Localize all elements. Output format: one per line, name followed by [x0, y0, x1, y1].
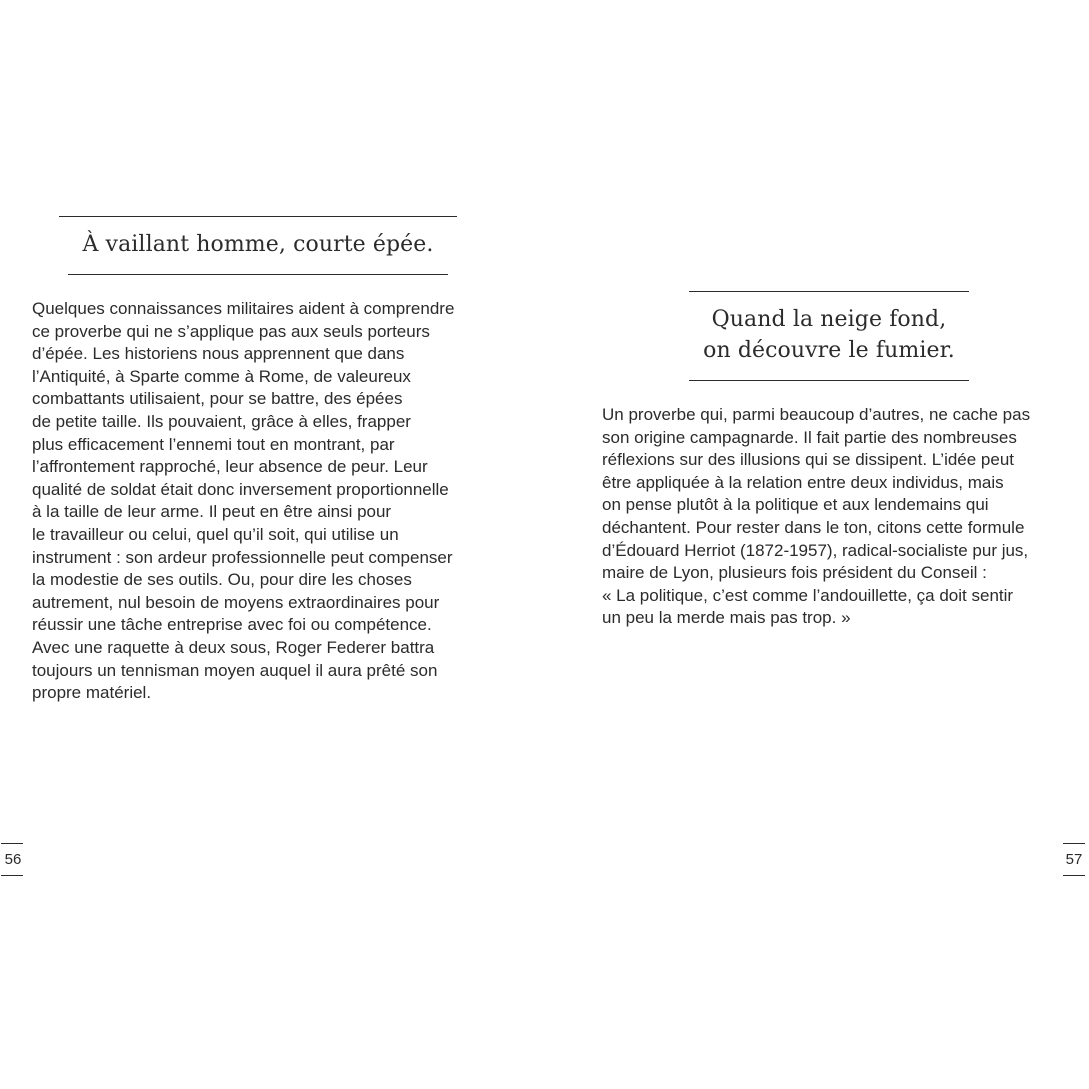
title-bottom-rule: [68, 274, 448, 275]
body-line: Avec une raquette à deux sous, Roger Federer battra: [32, 637, 435, 657]
page-number-bottom-rule: [1, 875, 23, 876]
title-top-rule: [59, 216, 457, 217]
page-number-bottom-rule: [1063, 875, 1085, 876]
body-line: plus efficacement l’ennemi tout en montrant, par: [32, 434, 395, 454]
body-line: « La politique, c’est comme l’andouillette, ça doit sentir: [602, 585, 1014, 605]
title-bottom-rule: [689, 380, 969, 381]
body-line: qualité de soldat était donc inversement proportionnelle: [32, 479, 449, 499]
body-line: un peu la merde mais pas trop. »: [602, 608, 851, 628]
page-title-line: Quand la neige fond,: [711, 307, 947, 332]
body-line: Quelques connaissances militaires aident à comprendre: [32, 299, 455, 318]
body-line: réflexions sur des illusions qui se dissipent. L’idée peut: [602, 450, 1015, 470]
body-line: combattants utilisaient, pour se battre, des épées: [32, 389, 403, 409]
body-line: instrument : son ardeur professionnelle peut compenser: [32, 547, 453, 567]
body-line: toujours un tennisman moyen auquel il aura prêté son: [32, 660, 438, 680]
body-line: son origine campagnarde. Il fait partie des nombreuses: [602, 427, 1017, 447]
body-line: propre matériel.: [32, 683, 152, 703]
body-line: la modestie de ses outils. Ou, pour dire les choses: [32, 570, 412, 590]
body-line: le travailleur ou celui, quel qu’il soit, qui utilise un: [32, 524, 399, 544]
body-text: [602, 404, 1072, 630]
left-page: [0, 0, 544, 1089]
body-line: on pense plutôt à la politique et aux lendemains qui: [602, 495, 989, 515]
body-line: être appliquée à la relation entre deux individus, mais: [602, 472, 1004, 492]
body-line: d’Édouard Herriot (1872-1957), radical-socialiste pur jus,: [602, 540, 1029, 560]
page-title: [639, 304, 1019, 366]
body-line: de petite taille. Ils pouvaient, grâce à elles, frapper: [32, 411, 411, 431]
page-number-top-rule: [1, 843, 23, 844]
page-title: À vaillant homme, courte épée.: [82, 232, 434, 257]
body-line: d’épée. Les historiens nous apprennent que dans: [32, 344, 405, 364]
body-line: l’Antiquité, à Sparte comme à Rome, de valeureux: [32, 366, 411, 386]
body-line: ce proverbe qui ne s’applique pas aux seuls porteurs: [32, 321, 430, 341]
body-line: Un proverbe qui, parmi beaucoup d’autres, ne cache pas: [602, 405, 1031, 424]
body-line: l’affrontement rapproché, leur absence de peur. Leur: [32, 457, 428, 477]
right-page: [544, 0, 1089, 1089]
body-line: à la taille de leur arme. Il peut en être ainsi pour: [32, 502, 392, 522]
page-number: 57: [1065, 851, 1083, 868]
title-top-rule: [689, 291, 969, 292]
body-line: autrement, nul besoin de moyens extraordinaires pour: [32, 592, 440, 612]
page-number-top-rule: [1063, 843, 1085, 844]
body-line: réussir une tâche entreprise avec foi ou compétence.: [32, 615, 432, 635]
body-line: déchantent. Pour rester dans le ton, citons cette formule: [602, 517, 1025, 537]
page-title-line: on découvre le fumier.: [703, 338, 955, 363]
page-number: 56: [4, 851, 22, 868]
body-text: [32, 298, 502, 705]
body-line: maire de Lyon, plusieurs fois président du Conseil :: [602, 563, 987, 583]
